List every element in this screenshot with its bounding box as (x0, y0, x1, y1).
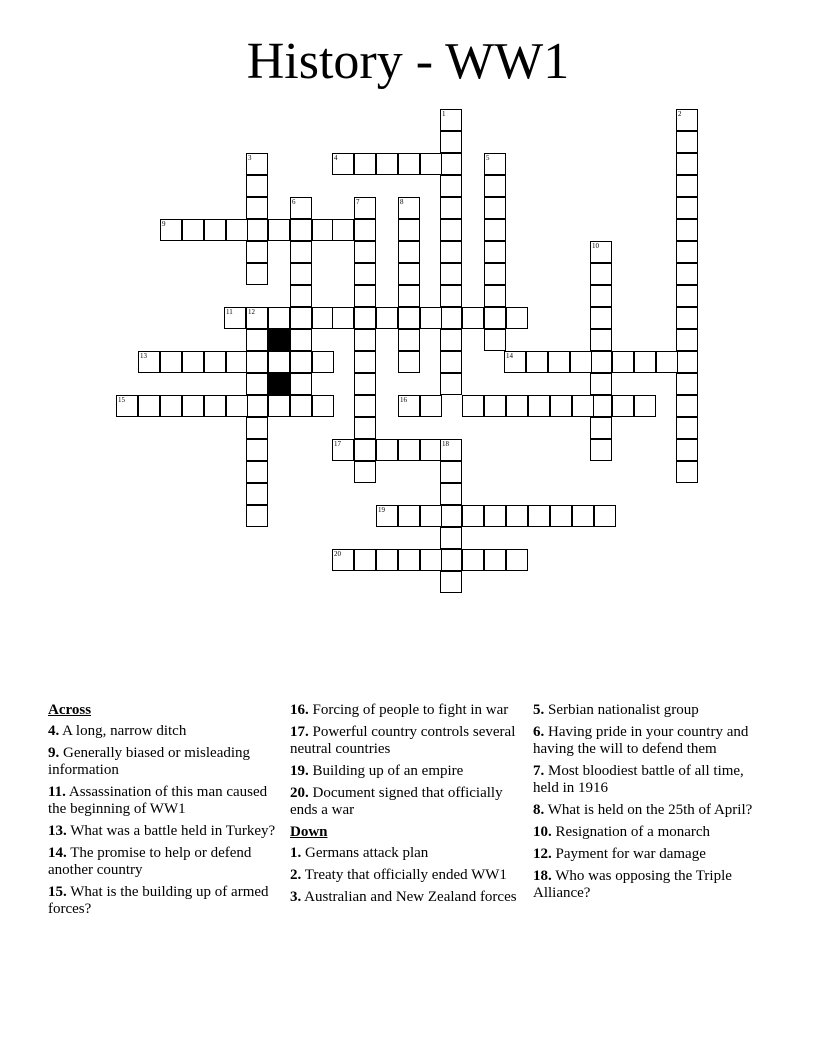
grid-cell[interactable] (676, 329, 698, 351)
clue-number-label: 1 (442, 110, 446, 118)
grid-cell[interactable] (440, 483, 462, 505)
clue-number: 6. (533, 724, 545, 740)
clue-text: Treaty that officially ended WW1 (301, 867, 507, 883)
clue-item (533, 846, 761, 863)
clue-item (48, 784, 276, 818)
clues-middle-column (290, 702, 518, 911)
grid-cell[interactable] (354, 373, 376, 395)
grid-cell[interactable] (420, 505, 442, 527)
grid-cell[interactable] (676, 285, 698, 307)
grid-cell[interactable] (440, 549, 462, 571)
grid-cell[interactable] (506, 395, 528, 417)
grid-cell[interactable] (354, 549, 376, 571)
clue-number-label: 14 (506, 352, 513, 360)
grid-cell[interactable] (590, 285, 612, 307)
grid-cell[interactable] (440, 373, 462, 395)
clue-text: Payment for war damage (551, 846, 706, 862)
grid-cell[interactable] (440, 285, 462, 307)
grid-cell[interactable] (398, 153, 420, 175)
grid-cell[interactable] (398, 329, 420, 351)
grid-cell[interactable] (506, 549, 528, 571)
clues-across-column (48, 702, 276, 923)
grid-cell[interactable] (268, 395, 290, 417)
clue-item (48, 723, 276, 740)
grid-cell[interactable] (440, 527, 462, 549)
grid-cell[interactable] (246, 461, 268, 483)
clue-number: 16. (290, 702, 309, 718)
clue-item (533, 763, 761, 797)
grid-cell[interactable] (246, 329, 268, 351)
grid-cell[interactable] (590, 373, 612, 395)
grid-cell[interactable] (570, 351, 592, 373)
grid-block (268, 329, 290, 351)
grid-cell[interactable] (676, 263, 698, 285)
grid-cell[interactable] (398, 307, 420, 329)
clue-text: Australian and New Zealand forces (301, 889, 517, 905)
grid-cell[interactable] (290, 351, 312, 373)
grid-cell[interactable] (484, 395, 506, 417)
grid-cell[interactable] (440, 131, 462, 153)
clue-section-heading: Across (48, 702, 92, 718)
grid-cell[interactable] (484, 263, 506, 285)
clue-text: Building up of an empire (308, 763, 464, 779)
clue-text: Serbian nationalist group (544, 702, 699, 718)
grid-cell[interactable] (590, 263, 612, 285)
grid-cell[interactable] (440, 571, 462, 593)
grid-cell[interactable] (420, 153, 442, 175)
clue-item (48, 745, 276, 779)
grid-cell[interactable] (246, 197, 268, 219)
grid-cell[interactable] (398, 285, 420, 307)
grid-cell[interactable] (676, 175, 698, 197)
grid-cell[interactable] (246, 241, 268, 263)
grid-cell[interactable] (676, 219, 698, 241)
grid-cell[interactable] (506, 505, 528, 527)
grid-cell[interactable] (484, 241, 506, 263)
grid-cell[interactable] (484, 549, 506, 571)
grid-block (268, 373, 290, 395)
grid-cell[interactable] (440, 505, 462, 527)
grid-cell[interactable] (676, 351, 698, 373)
grid-cell[interactable] (528, 395, 550, 417)
grid-cell[interactable] (398, 439, 420, 461)
grid-cell[interactable] (440, 219, 462, 241)
grid-cell[interactable] (506, 307, 528, 329)
grid-cell[interactable] (246, 417, 268, 439)
grid-cell[interactable] (246, 373, 268, 395)
grid-cell[interactable] (226, 351, 248, 373)
grid-cell[interactable] (676, 307, 698, 329)
clue-text: Having pride in your country and having the will to defend them (533, 724, 749, 757)
clue-text: What is the building up of armed forces? (48, 884, 269, 917)
clue-number-label: 20 (334, 550, 341, 558)
grid-cell[interactable] (634, 395, 656, 417)
grid-cell[interactable] (484, 505, 506, 527)
clue-number-label: 12 (248, 308, 255, 316)
clue-number: 20. (290, 785, 309, 801)
clue-number: 18. (533, 868, 552, 884)
grid-cell[interactable] (398, 549, 420, 571)
grid-cell[interactable] (462, 505, 484, 527)
grid-cell[interactable] (420, 395, 442, 417)
grid-cell[interactable] (354, 153, 376, 175)
grid-cell[interactable] (676, 461, 698, 483)
clue-number-label: 11 (226, 308, 233, 316)
clue-text: Document signed that officially ends a war (290, 785, 503, 818)
grid-cell[interactable] (484, 219, 506, 241)
grid-cell[interactable] (312, 395, 334, 417)
grid-cell[interactable] (312, 351, 334, 373)
clue-text: Most bloodiest battle of all time, held in 1916 (533, 763, 744, 796)
clue-text: What was a battle held in Turkey? (66, 823, 276, 839)
clue-item (290, 867, 518, 884)
grid-cell[interactable] (484, 307, 506, 329)
grid-cell[interactable] (526, 351, 548, 373)
clue-number-label: 6 (292, 198, 296, 206)
grid-cell[interactable] (354, 395, 376, 417)
grid-cell[interactable] (440, 175, 462, 197)
grid-cell[interactable] (634, 351, 656, 373)
grid-cell[interactable] (440, 153, 462, 175)
clue-number: 17. (290, 724, 309, 740)
clue-item (290, 724, 518, 758)
clue-item (533, 868, 761, 902)
clue-item (533, 702, 761, 719)
clue-number: 8. (533, 802, 545, 818)
grid-cell[interactable] (160, 395, 182, 417)
grid-cell[interactable] (462, 307, 484, 329)
grid-cell[interactable] (612, 395, 634, 417)
grid-cell[interactable] (440, 329, 462, 351)
grid-cell[interactable] (290, 307, 312, 329)
grid-cell[interactable] (462, 395, 484, 417)
clue-item (290, 763, 518, 780)
grid-cell[interactable] (268, 219, 290, 241)
grid-cell[interactable] (676, 373, 698, 395)
grid-cell[interactable] (226, 219, 248, 241)
grid-cell[interactable] (182, 395, 204, 417)
grid-cell[interactable] (550, 505, 572, 527)
grid-cell[interactable] (268, 307, 290, 329)
grid-cell[interactable] (440, 461, 462, 483)
clue-text: Forcing of people to fight in war (308, 702, 509, 718)
clue-number-label: 15 (118, 396, 125, 404)
clue-number-label: 2 (678, 110, 682, 118)
clue-number-label: 9 (162, 220, 166, 228)
clue-number-label: 5 (486, 154, 490, 162)
grid-cell[interactable] (290, 329, 312, 351)
grid-cell[interactable] (312, 307, 334, 329)
clue-number: 15. (48, 884, 67, 900)
grid-cell[interactable] (246, 505, 268, 527)
grid-cell[interactable] (484, 175, 506, 197)
clue-item (48, 884, 276, 918)
grid-cell[interactable] (246, 395, 268, 417)
clue-number-label: 10 (592, 242, 599, 250)
grid-cell[interactable] (268, 351, 290, 373)
grid-cell[interactable] (246, 175, 268, 197)
clue-text: Who was opposing the Triple Alliance? (533, 868, 732, 901)
grid-cell[interactable] (182, 219, 204, 241)
grid-cell[interactable] (376, 549, 398, 571)
grid-cell[interactable] (290, 373, 312, 395)
clue-number-label: 18 (442, 440, 449, 448)
clue-number: 13. (48, 823, 67, 839)
grid-cell[interactable] (572, 505, 594, 527)
clue-text: Generally biased or misleading information (48, 745, 251, 778)
grid-cell[interactable] (676, 197, 698, 219)
grid-cell[interactable] (590, 329, 612, 351)
clue-text: A long, narrow ditch (59, 723, 187, 739)
grid-cell[interactable] (204, 351, 226, 373)
grid-cell[interactable] (354, 351, 376, 373)
clue-number: 11. (48, 784, 66, 800)
grid-cell[interactable] (656, 351, 678, 373)
grid-cell[interactable] (676, 439, 698, 461)
grid-cell[interactable] (550, 395, 572, 417)
clues-down-column (533, 702, 761, 907)
clue-text: The promise to help or defend another country (48, 845, 252, 878)
clue-number-label: 4 (334, 154, 338, 162)
clue-text: Germans attack plan (301, 845, 429, 861)
grid-cell[interactable] (572, 395, 594, 417)
grid-cell[interactable] (612, 351, 634, 373)
grid-cell[interactable] (440, 197, 462, 219)
clue-section-heading: Down (290, 824, 328, 840)
grid-cell[interactable] (376, 307, 398, 329)
grid-cell[interactable] (204, 219, 226, 241)
clue-text: Assassination of this man caused the beginning of WW1 (48, 784, 268, 817)
grid-cell[interactable] (354, 241, 376, 263)
grid-cell[interactable] (676, 153, 698, 175)
grid-cell[interactable] (440, 307, 462, 329)
grid-cell[interactable] (676, 131, 698, 153)
grid-cell[interactable] (138, 395, 160, 417)
clue-text: Resignation of a monarch (551, 824, 711, 840)
clue-number: 19. (290, 763, 309, 779)
clue-text: What is held on the 25th of April? (544, 802, 753, 818)
grid-cell[interactable] (354, 307, 376, 329)
clue-item (290, 889, 518, 906)
clue-item (290, 702, 518, 719)
grid-cell[interactable] (354, 461, 376, 483)
clue-number-label: 7 (356, 198, 360, 206)
grid-cell[interactable] (226, 395, 248, 417)
clue-number: 9. (48, 745, 60, 761)
clue-number-label: 13 (140, 352, 147, 360)
grid-cell[interactable] (290, 395, 312, 417)
clue-number: 3. (290, 889, 302, 905)
clue-number-label: 8 (400, 198, 404, 206)
clue-number-label: 17 (334, 440, 341, 448)
clue-number: 1. (290, 845, 302, 861)
grid-cell[interactable] (590, 307, 612, 329)
grid-cell[interactable] (548, 351, 570, 373)
grid-cell[interactable] (590, 351, 612, 373)
grid-cell[interactable] (420, 549, 442, 571)
grid-cell[interactable] (354, 263, 376, 285)
grid-cell[interactable] (354, 417, 376, 439)
grid-cell[interactable] (246, 483, 268, 505)
grid-cell[interactable] (484, 197, 506, 219)
grid-cell[interactable] (398, 351, 420, 373)
grid-cell[interactable] (440, 263, 462, 285)
clue-item (533, 724, 761, 758)
grid-cell[interactable] (484, 329, 506, 351)
clue-number: 2. (290, 867, 302, 883)
grid-cell[interactable] (376, 153, 398, 175)
grid-cell[interactable] (484, 285, 506, 307)
grid-cell[interactable] (398, 263, 420, 285)
clue-item (48, 845, 276, 879)
grid-cell[interactable] (290, 263, 312, 285)
grid-cell[interactable] (332, 307, 354, 329)
clue-number-label: 3 (248, 154, 252, 162)
grid-cell[interactable] (246, 351, 268, 373)
grid-cell[interactable] (246, 263, 268, 285)
grid-cell[interactable] (354, 219, 376, 241)
grid-cell[interactable] (398, 241, 420, 263)
grid-cell[interactable] (332, 219, 354, 241)
grid-cell[interactable] (204, 395, 226, 417)
grid-cell[interactable] (590, 439, 612, 461)
grid-cell[interactable] (440, 241, 462, 263)
grid-cell[interactable] (182, 351, 204, 373)
clue-number: 14. (48, 845, 67, 861)
grid-cell[interactable] (398, 505, 420, 527)
clue-number: 12. (533, 846, 552, 862)
clue-number: 7. (533, 763, 545, 779)
grid-cell[interactable] (676, 395, 698, 417)
grid-cell[interactable] (440, 351, 462, 373)
grid-cell[interactable] (246, 219, 268, 241)
clue-item (290, 785, 518, 819)
grid-cell[interactable] (246, 439, 268, 461)
clue-item (48, 823, 276, 840)
grid-cell[interactable] (676, 417, 698, 439)
clue-item (533, 824, 761, 841)
clue-number: 4. (48, 723, 60, 739)
clue-text: Powerful country controls several neutral countries (290, 724, 516, 757)
grid-cell[interactable] (376, 439, 398, 461)
clue-number-label: 19 (378, 506, 385, 514)
clue-number-label: 16 (400, 396, 407, 404)
grid-cell[interactable] (420, 439, 442, 461)
grid-cell[interactable] (290, 241, 312, 263)
page-title: History - WW1 (246, 33, 570, 90)
clue-number: 10. (533, 824, 552, 840)
grid-cell[interactable] (312, 219, 334, 241)
grid-cell[interactable] (594, 505, 616, 527)
clue-number: 5. (533, 702, 545, 718)
grid-cell[interactable] (420, 307, 442, 329)
grid-cell[interactable] (590, 417, 612, 439)
grid-cell[interactable] (160, 351, 182, 373)
grid-cell[interactable] (462, 549, 484, 571)
grid-cell[interactable] (528, 505, 550, 527)
grid-cell[interactable] (290, 219, 312, 241)
grid-cell[interactable] (398, 219, 420, 241)
grid-cell[interactable] (676, 241, 698, 263)
clue-item (290, 845, 518, 862)
grid-cell[interactable] (354, 439, 376, 461)
grid-cell[interactable] (290, 285, 312, 307)
clue-item (533, 802, 761, 819)
grid-cell[interactable] (354, 285, 376, 307)
grid-cell[interactable] (354, 329, 376, 351)
